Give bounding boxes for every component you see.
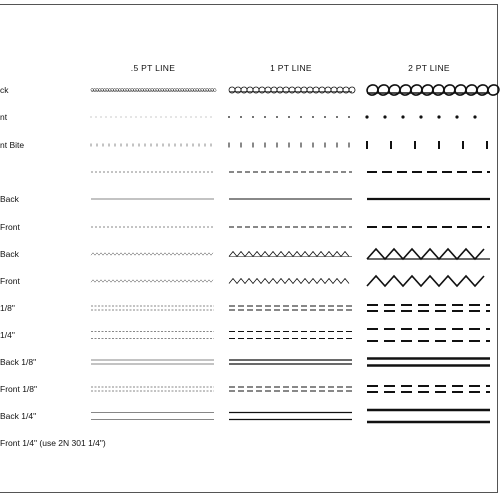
row-label: Back 1/8": [0, 357, 37, 367]
stitch-dots-1: [166, 117, 167, 118]
stitch-dots-3: [437, 115, 440, 118]
row-label: Back 1/4": [0, 411, 37, 421]
stitch-dots-1: [96, 117, 97, 118]
stitch-dots-3: [419, 115, 422, 118]
stitch-dots-1: [156, 117, 157, 118]
stitch-dots-1: [181, 117, 182, 118]
stitch-dots-1: [131, 117, 132, 118]
stitch-dots-1: [186, 117, 187, 118]
stitch-rope-2: [348, 86, 356, 94]
stitch-dots-1: [206, 117, 207, 118]
stitch-dots-2: [240, 116, 242, 118]
stitch-dots-1: [171, 117, 172, 118]
stitch-dots-1: [191, 117, 192, 118]
stitch-dots-1: [176, 117, 177, 118]
stitch-dots-1: [196, 117, 197, 118]
row-label: ck: [0, 85, 9, 95]
row-label: nt Bite: [0, 140, 25, 150]
column-header-2pt: 2 PT LINE: [408, 63, 450, 73]
stitch-dots-3: [455, 115, 458, 118]
row-label: Back: [0, 249, 19, 259]
stitch-dots-2: [348, 116, 350, 118]
row-label: 1/4": [0, 330, 15, 340]
stitch-rope-1: [213, 88, 217, 92]
stitch-rope-3: [486, 83, 500, 97]
stitch-dots-1: [201, 117, 202, 118]
stitch-dots-2: [312, 116, 314, 118]
stitch-dots-2: [300, 116, 302, 118]
stitch-dots-3: [383, 115, 386, 118]
stitch-zigzag-front-1: [91, 280, 213, 282]
stitch-dots-3: [365, 115, 368, 118]
stitch-dots-1: [151, 117, 152, 118]
column-header-1pt: 1 PT LINE: [270, 63, 312, 73]
stitch-dots-1: [91, 117, 92, 118]
stitch-zigzag-front-3: [367, 276, 484, 286]
stitch-zigzag-front-2: [229, 279, 349, 284]
stitch-dots-2: [252, 116, 254, 118]
row-label: Front: [0, 276, 20, 286]
stitch-dots-2: [228, 116, 230, 118]
row-label: Front: [0, 222, 20, 232]
stitch-dots-1: [116, 117, 117, 118]
stitch-dots-1: [136, 117, 137, 118]
stitch-dots-1: [101, 117, 102, 118]
stitch-zigzag-back-3: [367, 249, 484, 259]
stitch-dots-1: [161, 117, 162, 118]
stitch-dots-2: [264, 116, 266, 118]
stitch-dots-3: [401, 115, 404, 118]
column-header-half-pt: .5 PT LINE: [130, 63, 176, 73]
stitch-zigzag-back-1: [91, 253, 213, 255]
row-label: Back: [0, 194, 19, 204]
stitch-dots-1: [211, 117, 212, 118]
stitch-dots-1: [146, 117, 147, 118]
stitch-dots-2: [288, 116, 290, 118]
row-label: 1/8": [0, 303, 15, 313]
stitch-dots-2: [324, 116, 326, 118]
stitch-dots-2: [336, 116, 338, 118]
stitch-dots-1: [141, 117, 142, 118]
row-label: nt: [0, 112, 8, 122]
stitch-dots-1: [126, 117, 127, 118]
stitch-dots-1: [111, 117, 112, 118]
stitch-dots-1: [106, 117, 107, 118]
stitch-dots-3: [473, 115, 476, 118]
stitch-dots-1: [121, 117, 122, 118]
row-label: Front 1/4" (use 2N 301 1/4"): [0, 438, 106, 448]
row-label: Front 1/8": [0, 384, 38, 394]
stitch-dots-2: [276, 116, 278, 118]
stitch-zigzag-back-2: [229, 252, 349, 257]
